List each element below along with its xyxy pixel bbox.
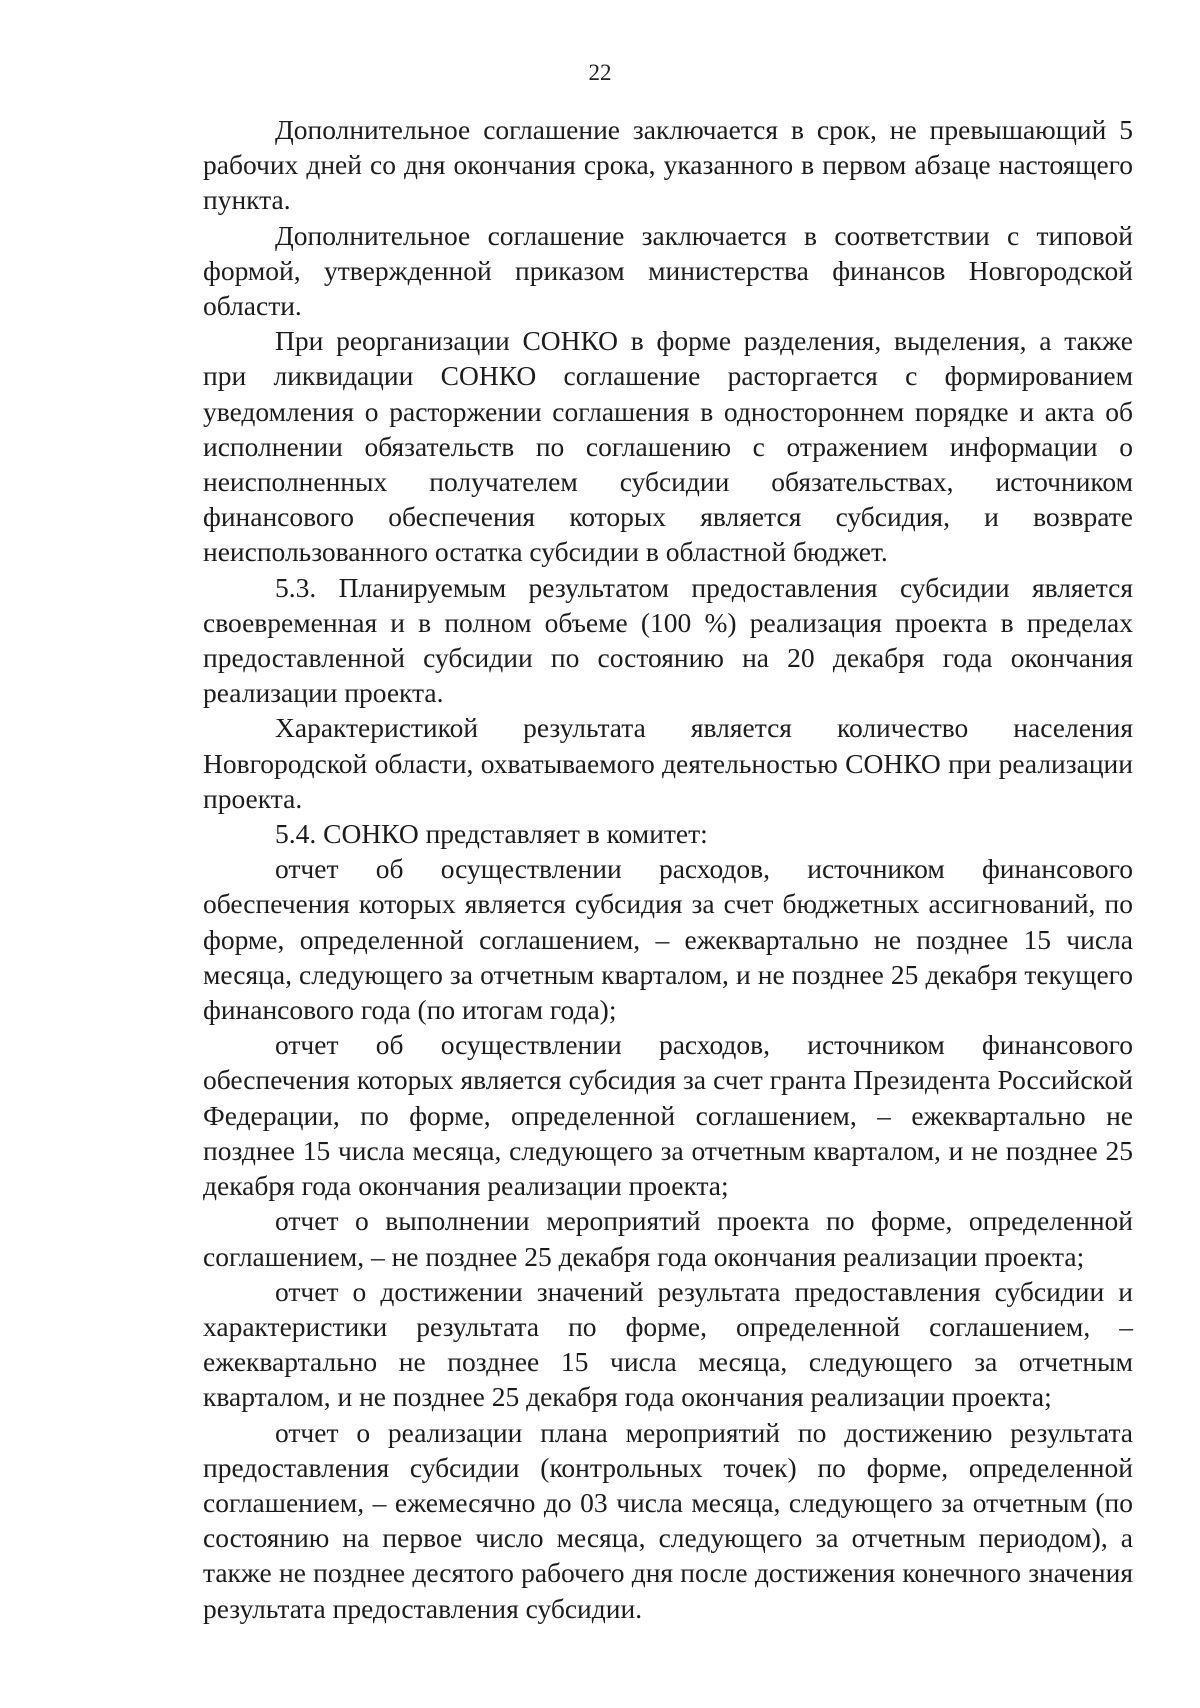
page-number: 22 [588, 60, 612, 85]
paragraph-report-result-values: отчет о достижении значений результата предоставления субсидии и характеристики результата по форме, определенной соглашением, – ежеквартально не позднее 15 числа месяца, следующего за отчетным кварталом, и не позднее 25 декабря года окончания реализации проекта; [203, 1275, 1133, 1413]
paragraph-result-characteristic: Характеристикой результата является количество населения Новгородской области, охватываемого деятельностью СОНКО при реализации проекта. [203, 712, 1133, 814]
paragraph-report-grant-expenses: отчет об осуществлении расходов, источником финансового обеспечения которых является субсидия за счет гранта Президента Российской Федерации, по форме, определенной соглашением, – ежеквартально не позднее 15 числа месяца, следующего за отчетным кварталом, и не позднее 25 декабря года окончания реализации проекта; [203, 1029, 1133, 1202]
paragraph-reorganization: При реорганизации СОНКО в форме разделения, выделения, а также при ликвидации СОНКО соглашение расторгается с формированием уведомления о расторжении соглашения в одностороннем порядке и акта об исполнении обязательств по соглашению с отражением информации о неисполненных получателем субсидии обязательствах, источником финансового обеспечения которых является субсидия, и возврате неиспользованного остатка субсидии в областной бюджет. [203, 325, 1133, 568]
paragraph-report-checkpoints: отчет о реализации плана мероприятий по достижению результата предоставления субсидии (контрольных точек) по форме, определенной соглашением, – ежемесячно до 03 числа месяца, следующего за отчетным (по состоянию на первое число месяца, следующего за отчетным периодом), а также не позднее десятого рабочего дня после достижения конечного значения результата предоставления субсидии. [203, 1416, 1133, 1624]
paragraph-5-3-planned-result: 5.3. Планируемым результатом предоставления субсидии является своевременная и в полном объеме (100 %) реализация проекта в пределах предоставленной субсидии по состоянию на 20 декабря года окончания реализации проекта. [203, 571, 1133, 709]
document-body [203, 112, 1133, 1626]
paragraph-report-project-activities: отчет о выполнении мероприятий проекта по форме, определенной соглашением, – не позднее 25 декабря года окончания реализации проекта; [203, 1205, 1133, 1272]
paragraph-supplementary-agreement-term: Дополнительное соглашение заключается в срок, не превышающий 5 рабочих дней со дня окончания срока, указанного в первом абзаце настоящего пункта. [203, 114, 1133, 216]
paragraph-supplementary-agreement-form: Дополнительное соглашение заключается в соответствии с типовой формой, утвержденной приказом министерства финансов Новгородской области. [203, 219, 1133, 322]
paragraph-report-budget-expenses: отчет об осуществлении расходов, источником финансового обеспечения которых является субсидия за счет бюджетных ассигнований, по форме, определенной соглашением, – ежеквартально не позднее 15 числа месяца, следующего за отчетным кварталом, и не позднее 25 декабря текущего финансового года (по итогам года); [203, 853, 1133, 1026]
paragraph-5-4-reports-intro: 5.4. СОНКО представляет в комитет: [275, 818, 708, 850]
